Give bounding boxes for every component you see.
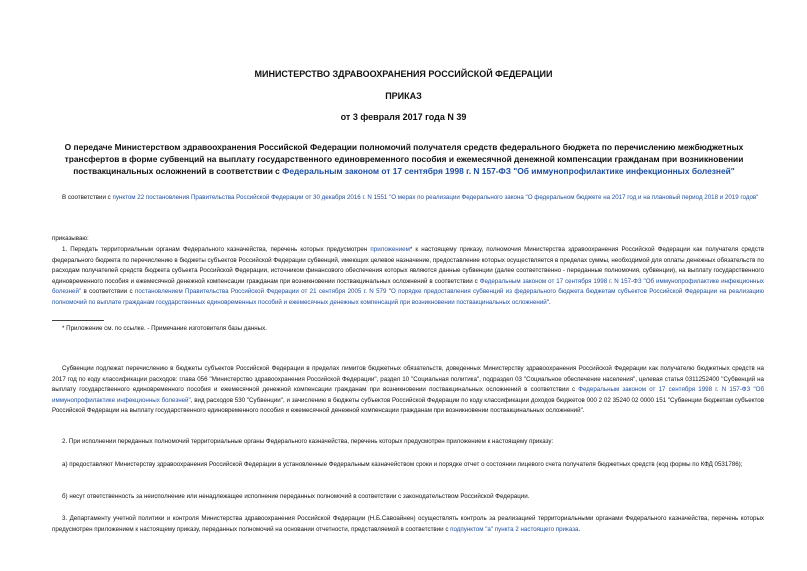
clause-1-text-a: 1. Передать территориальным органам Федерального казначейства, перечень которых предусмотрен xyxy=(62,246,371,253)
subclause-2a-link[interactable]: подпунктом "а" пункта 2 настоящего приказа xyxy=(450,525,579,533)
doc-date-number: от 3 февраля 2017 года N 39 xyxy=(340,112,467,122)
resolution-1551-link[interactable]: пунктом 22 постановления Правительства Российской Федерации от 30 декабря 2016 г. N 1551 "О мерах по реализации Федерального закона "О федеральном бюджете на 2017 год и на плановый период 2018 и 2019 годов" xyxy=(112,194,759,201)
order-title-text: О передаче Министерством здравоохранения Российской Федерации полномочий получателя средств федерального бюджета по перечислению межбюджетных трансфертов в форме субвенций на выплату государственного единовременного пособия и ежемесячной денежной компенсации гражданам при возникновении поствакцинальных осложнений в соответствии с xyxy=(64,142,744,176)
clause-2b-paragraph: б) несут ответственность за неисполнение или ненадлежащее исполнение переданных полномочий в соответствии с законодательством Российской Федерации. xyxy=(62,493,530,500)
subventions-paragraph xyxy=(52,364,764,417)
clause-3-text-a: 3. Департаменту учетной политики и контроля Министерства здравоохранения Российской Федерации (Н.Б.Савоайнен) осуществлять контроль за реализацией территориальными органами Федерального казначейства, перечень которых предусмотрен приложением к настоящему приказу, переданных полномочий на основании отчетности, представляемой в соответствии с xyxy=(52,515,764,533)
clause-1-text-b: * к настоящему приказу, полномочия Министерства здравоохранения Российской Федерации как получателя средств федерального бюджета по перечислению в бюджеты субъектов Российской Федерации субвенций, имеющих целевое назначение, предоставление которых осуществляется в пределах суммы, необходимой для оплаты денежных обязательств по расходам получателей средств бюджета субъекта Российской Федерации, источником финансового обеспечения которых являются данные субвенции (далее соответственно - переданные полномочия, субвенции), на выплату государственного единовременного пособия и ежемесячной денежной компенсации гражданам при возникновении поствакцинальных осложнений в соответствии с xyxy=(52,246,765,285)
federal-law-link[interactable]: Федеральным законом от 17 сентября 1998 г. N 157-ФЗ "Об иммунопрофилактике инфекционных болезней" xyxy=(282,166,735,176)
appendix-link[interactable]: приложением xyxy=(370,246,410,253)
doc-type: ПРИКАЗ xyxy=(385,91,422,101)
clause-1-text-d: " xyxy=(386,288,391,295)
clause-2a-paragraph: а) предоставляют Министерству здравоохранения Российской Федерации в установленные Федеральным казначейством сроки и порядке отчет о состоянии лицевого счета получателя бюджетных средств (код формы по КФД 0531786); xyxy=(62,461,743,468)
ministry-title: МИНИСТЕРСТВО ЗДРАВООХРАНЕНИЯ РОССИЙСКОЙ ФЕДЕРАЦИИ xyxy=(254,69,553,79)
clause-3-text-b: . xyxy=(578,525,581,533)
subvention-procedure-link[interactable]: О порядке предоставления субвенций из федерального бюджета бюджетам субъектов Российской Федерации на реализацию полномочий по выплате гражданам государственных единовременных пособий и ежемесячных денежных компенсаций при возникновении поствакцинальных осложнений xyxy=(52,288,764,306)
footnote-divider xyxy=(52,320,104,321)
clause-3-paragraph xyxy=(52,514,764,535)
order-word: приказываю: xyxy=(52,235,89,242)
subventions-text-a: Субвенции подлежат перечислению в бюджеты субъектов Российской Федерации в пределах лимитов бюджетных обязательств, доведенных Министерству здравоохранения Российской Федерации как получателю бюджетных средств на 2017 год по коду классификации расходов: глава 056 "Министерство здравоохранения Российской Федерации", раздел 10 "Социальная политика", подраздел 03 "Социальное обеспечение населения", целевая статья 0311252400 "Субвенций на выплату государственного единовременного пособия и ежемесячной денежной компенсации гражданам при возникновении поствакцинальных осложнений в соответствии с xyxy=(52,365,764,393)
clause-2-paragraph: 2. При исполнении переданных полномочий территориальные органы Федерального казначейства, перечень которых предусмотрен приложением к настоящему приказу: xyxy=(62,438,554,445)
order-title xyxy=(46,141,762,177)
clause-1-text-e: ". xyxy=(546,298,551,306)
subventions-text-b: , вид расходов 530 "Субвенции", и зачислению в бюджеты субъектов Российской Федерации по коду классификации доходов бюджетов 000 2 02 35240 02 0000 151 "Субвенции бюджетам субъектов Российской Федерации на выплату государственного единовременного пособия и ежемесячной денежной компенсации гражданам при возникновении поствакцинальных осложнений". xyxy=(52,396,764,414)
clause-1-paragraph xyxy=(52,245,764,308)
resolution-579-link[interactable]: постановлением Правительства Российской Федерации от 21 сентября 2005 г. N 579 xyxy=(134,288,387,295)
preamble-paragraph xyxy=(52,193,764,204)
footnote: * Приложение см. по ссылке. - Примечание изготовителя базы данных. xyxy=(62,325,267,332)
preamble-text: В соответствии с xyxy=(62,194,113,201)
federal-law-157-link-2[interactable]: Федеральным законом от 17 сентября 1998 г. N 157-ФЗ "Об иммунопрофилактике инфекционных болезней" xyxy=(52,386,764,404)
federal-law-157-link[interactable]: Федеральным законом от 17 сентября 1998 г. N 157-ФЗ "Об иммунопрофилактике инфекционных болезней" xyxy=(52,277,764,295)
clause-1-text-c: в соответствии с xyxy=(81,288,135,295)
